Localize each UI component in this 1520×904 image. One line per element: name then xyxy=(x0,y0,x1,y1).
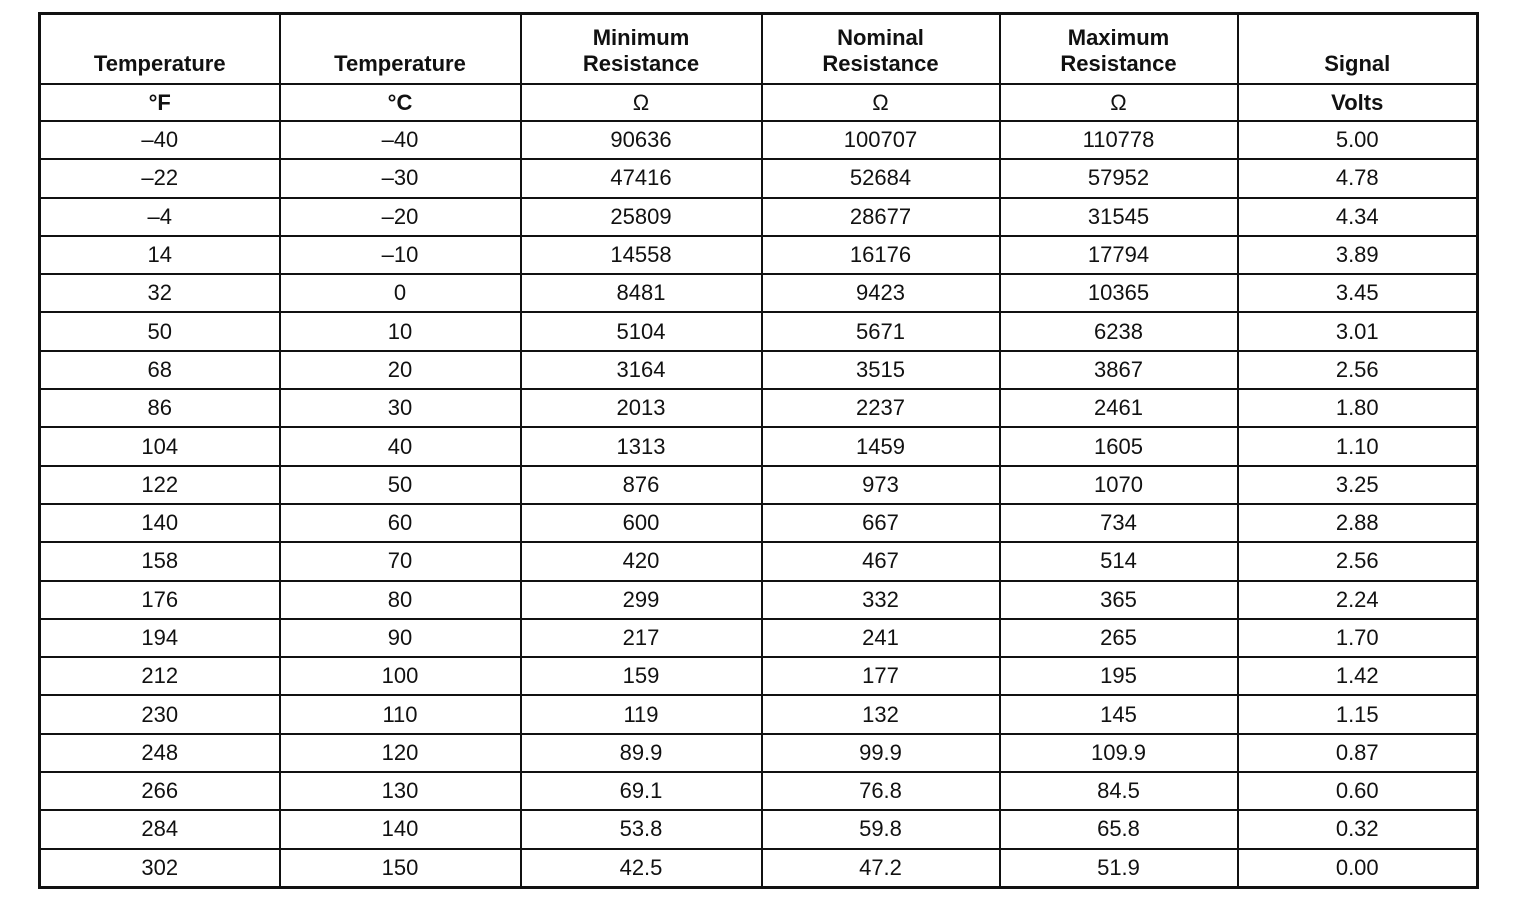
max-resistance-cell: 514 xyxy=(1000,542,1238,580)
nominal-resistance-cell: 9423 xyxy=(762,274,1000,312)
max-resistance-cell: 365 xyxy=(1000,581,1238,619)
table-row xyxy=(40,274,1478,312)
temp-c-cell: 100 xyxy=(280,657,521,695)
signal-volts-cell: 3.45 xyxy=(1238,274,1478,312)
temp-f-cell: 176 xyxy=(40,581,280,619)
header-maximum-resistance xyxy=(1000,14,1238,85)
min-resistance-cell: 876 xyxy=(521,466,762,504)
table-row xyxy=(40,657,1478,695)
nominal-resistance-cell: 241 xyxy=(762,619,1000,657)
temp-f-cell: –4 xyxy=(40,198,280,236)
max-resistance-cell: 6238 xyxy=(1000,312,1238,350)
table-body xyxy=(40,121,1478,887)
header-signal xyxy=(1238,14,1478,85)
temp-c-cell: –20 xyxy=(280,198,521,236)
max-resistance-cell: 65.8 xyxy=(1000,810,1238,848)
max-resistance-cell: 3867 xyxy=(1000,351,1238,389)
table-row xyxy=(40,581,1478,619)
signal-volts-cell: 2.56 xyxy=(1238,351,1478,389)
min-resistance-cell: 47416 xyxy=(521,159,762,197)
min-resistance-cell: 600 xyxy=(521,504,762,542)
min-resistance-cell: 299 xyxy=(521,581,762,619)
temp-f-cell: 230 xyxy=(40,695,280,733)
signal-volts-cell: 0.60 xyxy=(1238,772,1478,810)
min-resistance-cell: 217 xyxy=(521,619,762,657)
temp-c-cell: –40 xyxy=(280,121,521,159)
temp-f-cell: 140 xyxy=(40,504,280,542)
temp-f-cell: 122 xyxy=(40,466,280,504)
nominal-resistance-cell: 332 xyxy=(762,581,1000,619)
temp-c-cell: 130 xyxy=(280,772,521,810)
signal-volts-cell: 0.32 xyxy=(1238,810,1478,848)
min-resistance-cell: 5104 xyxy=(521,312,762,350)
nominal-resistance-cell: 5671 xyxy=(762,312,1000,350)
max-resistance-cell: 1070 xyxy=(1000,466,1238,504)
min-resistance-cell: 159 xyxy=(521,657,762,695)
temp-c-cell: –30 xyxy=(280,159,521,197)
unit-ohm: Ω xyxy=(762,84,1000,121)
temp-c-cell: 70 xyxy=(280,542,521,580)
signal-volts-cell: 1.15 xyxy=(1238,695,1478,733)
min-resistance-cell: 25809 xyxy=(521,198,762,236)
signal-volts-cell: 5.00 xyxy=(1238,121,1478,159)
nominal-resistance-cell: 1459 xyxy=(762,427,1000,465)
temp-f-cell: 32 xyxy=(40,274,280,312)
signal-volts-cell: 1.42 xyxy=(1238,657,1478,695)
table-row xyxy=(40,389,1478,427)
signal-volts-cell: 3.89 xyxy=(1238,236,1478,274)
signal-volts-cell: 4.34 xyxy=(1238,198,1478,236)
temp-f-cell: –22 xyxy=(40,159,280,197)
unit-celsius: °C xyxy=(280,84,521,121)
min-resistance-cell: 69.1 xyxy=(521,772,762,810)
header-line2: Resistance xyxy=(1060,51,1177,77)
temp-c-cell: 120 xyxy=(280,734,521,772)
table-row xyxy=(40,810,1478,848)
max-resistance-cell: 2461 xyxy=(1000,389,1238,427)
table-row xyxy=(40,695,1478,733)
max-resistance-cell: 110778 xyxy=(1000,121,1238,159)
signal-volts-cell: 1.80 xyxy=(1238,389,1478,427)
max-resistance-cell: 145 xyxy=(1000,695,1238,733)
table-row xyxy=(40,351,1478,389)
table-row xyxy=(40,772,1478,810)
max-resistance-cell: 734 xyxy=(1000,504,1238,542)
table-row xyxy=(40,542,1478,580)
nominal-resistance-cell: 3515 xyxy=(762,351,1000,389)
max-resistance-cell: 84.5 xyxy=(1000,772,1238,810)
temp-f-cell: 302 xyxy=(40,849,280,888)
temp-f-cell: 284 xyxy=(40,810,280,848)
table-row xyxy=(40,504,1478,542)
table-row xyxy=(40,849,1478,888)
temp-f-cell: 158 xyxy=(40,542,280,580)
header-line2: Temperature xyxy=(93,51,226,77)
sensor-resistance-table xyxy=(38,12,1479,889)
temp-c-cell: 60 xyxy=(280,504,521,542)
header-line2: Resistance xyxy=(582,51,700,77)
header-line2: Resistance xyxy=(822,51,939,77)
max-resistance-cell: 109.9 xyxy=(1000,734,1238,772)
min-resistance-cell: 90636 xyxy=(521,121,762,159)
unit-ohm: Ω xyxy=(1000,84,1238,121)
table-row xyxy=(40,312,1478,350)
temp-f-cell: 86 xyxy=(40,389,280,427)
table-row xyxy=(40,236,1478,274)
header-line2: Temperature xyxy=(334,51,466,77)
nominal-resistance-cell: 76.8 xyxy=(762,772,1000,810)
temp-c-cell: 80 xyxy=(280,581,521,619)
temp-f-cell: 212 xyxy=(40,657,280,695)
header-line2: Signal xyxy=(1324,51,1391,77)
temp-c-cell: 110 xyxy=(280,695,521,733)
unit-row xyxy=(40,84,1478,121)
temp-c-cell: 40 xyxy=(280,427,521,465)
max-resistance-cell: 10365 xyxy=(1000,274,1238,312)
nominal-resistance-cell: 132 xyxy=(762,695,1000,733)
table-row xyxy=(40,427,1478,465)
signal-volts-cell: 1.10 xyxy=(1238,427,1478,465)
max-resistance-cell: 265 xyxy=(1000,619,1238,657)
nominal-resistance-cell: 99.9 xyxy=(762,734,1000,772)
min-resistance-cell: 1313 xyxy=(521,427,762,465)
max-resistance-cell: 57952 xyxy=(1000,159,1238,197)
nominal-resistance-cell: 16176 xyxy=(762,236,1000,274)
temp-f-cell: –40 xyxy=(40,121,280,159)
min-resistance-cell: 2013 xyxy=(521,389,762,427)
nominal-resistance-cell: 667 xyxy=(762,504,1000,542)
max-resistance-cell: 195 xyxy=(1000,657,1238,695)
temp-f-cell: 14 xyxy=(40,236,280,274)
signal-volts-cell: 4.78 xyxy=(1238,159,1478,197)
signal-volts-cell: 0.87 xyxy=(1238,734,1478,772)
signal-volts-cell: 1.70 xyxy=(1238,619,1478,657)
min-resistance-cell: 119 xyxy=(521,695,762,733)
nominal-resistance-cell: 2237 xyxy=(762,389,1000,427)
min-resistance-cell: 42.5 xyxy=(521,849,762,888)
signal-volts-cell: 2.88 xyxy=(1238,504,1478,542)
table-row xyxy=(40,121,1478,159)
temp-c-cell: 30 xyxy=(280,389,521,427)
header-row xyxy=(40,14,1478,85)
nominal-resistance-cell: 52684 xyxy=(762,159,1000,197)
min-resistance-cell: 14558 xyxy=(521,236,762,274)
max-resistance-cell: 1605 xyxy=(1000,427,1238,465)
nominal-resistance-cell: 177 xyxy=(762,657,1000,695)
header-line1: Nominal xyxy=(837,25,924,51)
min-resistance-cell: 3164 xyxy=(521,351,762,389)
table-row xyxy=(40,159,1478,197)
min-resistance-cell: 8481 xyxy=(521,274,762,312)
temp-c-cell: –10 xyxy=(280,236,521,274)
nominal-resistance-cell: 467 xyxy=(762,542,1000,580)
header-line1: Minimum xyxy=(592,25,690,51)
signal-volts-cell: 2.56 xyxy=(1238,542,1478,580)
temp-c-cell: 150 xyxy=(280,849,521,888)
temp-f-cell: 248 xyxy=(40,734,280,772)
signal-volts-cell: 2.24 xyxy=(1238,581,1478,619)
temp-f-cell: 266 xyxy=(40,772,280,810)
temp-f-cell: 104 xyxy=(40,427,280,465)
table-row xyxy=(40,734,1478,772)
min-resistance-cell: 89.9 xyxy=(521,734,762,772)
temp-c-cell: 140 xyxy=(280,810,521,848)
temp-f-cell: 194 xyxy=(40,619,280,657)
temp-c-cell: 10 xyxy=(280,312,521,350)
temp-c-cell: 20 xyxy=(280,351,521,389)
header-line1: Maximum xyxy=(1067,25,1170,51)
signal-volts-cell: 3.25 xyxy=(1238,466,1478,504)
temp-f-cell: 68 xyxy=(40,351,280,389)
min-resistance-cell: 53.8 xyxy=(521,810,762,848)
table-row xyxy=(40,619,1478,657)
table-row xyxy=(40,466,1478,504)
header-temperature-f xyxy=(40,14,280,85)
unit-volts: Volts xyxy=(1238,84,1478,121)
max-resistance-cell: 51.9 xyxy=(1000,849,1238,888)
unit-ohm: Ω xyxy=(521,84,762,121)
header-temperature-c xyxy=(280,14,521,85)
header-minimum-resistance xyxy=(521,14,762,85)
max-resistance-cell: 31545 xyxy=(1000,198,1238,236)
nominal-resistance-cell: 100707 xyxy=(762,121,1000,159)
temp-c-cell: 50 xyxy=(280,466,521,504)
temp-c-cell: 0 xyxy=(280,274,521,312)
table-row xyxy=(40,198,1478,236)
nominal-resistance-cell: 59.8 xyxy=(762,810,1000,848)
nominal-resistance-cell: 28677 xyxy=(762,198,1000,236)
header-nominal-resistance xyxy=(762,14,1000,85)
temp-c-cell: 90 xyxy=(280,619,521,657)
signal-volts-cell: 0.00 xyxy=(1238,849,1478,888)
unit-fahrenheit: °F xyxy=(40,84,280,121)
max-resistance-cell: 17794 xyxy=(1000,236,1238,274)
temp-f-cell: 50 xyxy=(40,312,280,350)
nominal-resistance-cell: 973 xyxy=(762,466,1000,504)
min-resistance-cell: 420 xyxy=(521,542,762,580)
signal-volts-cell: 3.01 xyxy=(1238,312,1478,350)
nominal-resistance-cell: 47.2 xyxy=(762,849,1000,888)
